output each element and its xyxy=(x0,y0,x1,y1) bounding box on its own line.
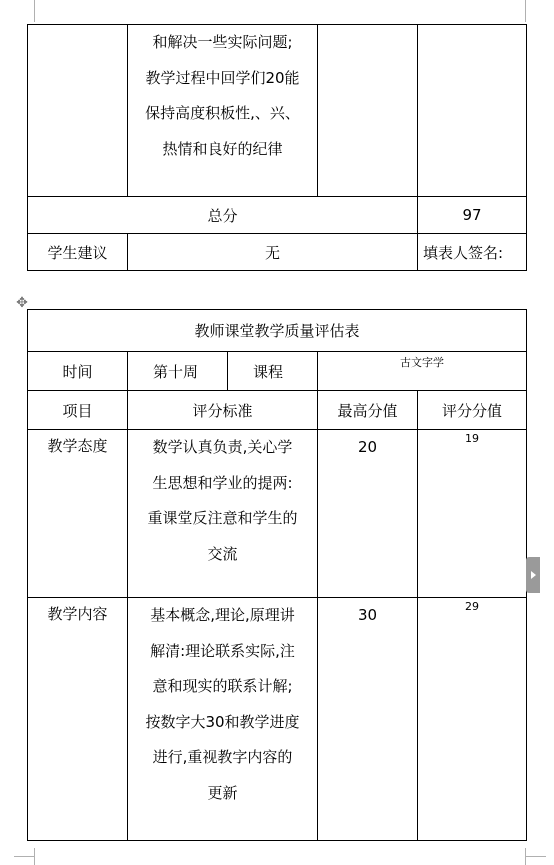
course-value: 古文字学 xyxy=(318,352,527,391)
criteria-line: 教学过程中回学们20能 xyxy=(145,68,300,87)
header-score: 评分分值 xyxy=(418,391,527,430)
criteria-line: 基本概念,理论,原理讲 xyxy=(150,606,295,624)
signature-label: 填表人签名: xyxy=(418,234,527,271)
row-score: 19 xyxy=(418,430,527,598)
criteria-line: 解清:理论联系实际,注 xyxy=(150,641,295,660)
criteria-line: 和解决一些实际问题; xyxy=(152,33,293,51)
suggestion-label: 学生建议 xyxy=(28,234,128,271)
row-max-score: 30 xyxy=(318,598,418,841)
criteria-line: 热情和良好的纪律 xyxy=(162,139,283,158)
total-label: 总分 xyxy=(28,197,418,234)
criteria-line: 意和现实的联系计解; xyxy=(152,677,293,695)
crop-mark-top-right-vertical xyxy=(525,0,526,22)
table-title: 教师课堂教学质量评估表 xyxy=(28,310,527,352)
item-cell-empty xyxy=(28,25,128,197)
criteria-line: 更新 xyxy=(207,783,238,802)
time-value: 第十周 xyxy=(128,352,228,391)
criteria-cell xyxy=(128,598,318,841)
criteria-cell xyxy=(128,430,318,598)
crop-mark-bottom-left-vertical xyxy=(34,848,35,865)
header-max-score: 最高分值 xyxy=(318,391,418,430)
side-panel-tab-icon[interactable] xyxy=(526,557,540,593)
criteria-cell xyxy=(128,25,318,197)
criteria-line: 按数字大30和教学进度 xyxy=(145,712,300,731)
crop-mark-bottom-left-horizontal xyxy=(14,856,34,857)
criteria-line: 生思想和学业的提两: xyxy=(152,473,293,492)
criteria-line: 交流 xyxy=(207,544,238,563)
suggestion-value: 无 xyxy=(128,234,418,271)
criteria-line: 保持高度积板性,、兴、 xyxy=(145,104,300,122)
header-item: 项目 xyxy=(28,391,128,430)
crop-mark-bottom-right-horizontal xyxy=(526,856,546,857)
course-label: 课程 xyxy=(228,352,318,391)
row-item: 教学态度 xyxy=(28,430,128,598)
evaluation-table-continued xyxy=(27,24,527,271)
row-max-score: 20 xyxy=(318,430,418,598)
score-cell-empty xyxy=(418,25,527,197)
teaching-quality-table xyxy=(27,309,527,841)
header-criteria: 评分标准 xyxy=(128,391,318,430)
criteria-line: 进行,重视教字内容的 xyxy=(152,748,293,766)
criteria-line: 重课堂反注意和学生的 xyxy=(147,509,298,527)
criteria-line: 数学认真负责,关心学 xyxy=(152,438,293,456)
move-handle-icon[interactable]: ✥ xyxy=(16,295,28,311)
total-value: 97 xyxy=(418,197,527,234)
max-score-cell-empty xyxy=(318,25,418,197)
time-label: 时间 xyxy=(28,352,128,391)
row-score: 29 xyxy=(418,598,527,841)
crop-mark-top-left-vertical xyxy=(34,0,35,22)
row-item: 教学内容 xyxy=(28,598,128,841)
